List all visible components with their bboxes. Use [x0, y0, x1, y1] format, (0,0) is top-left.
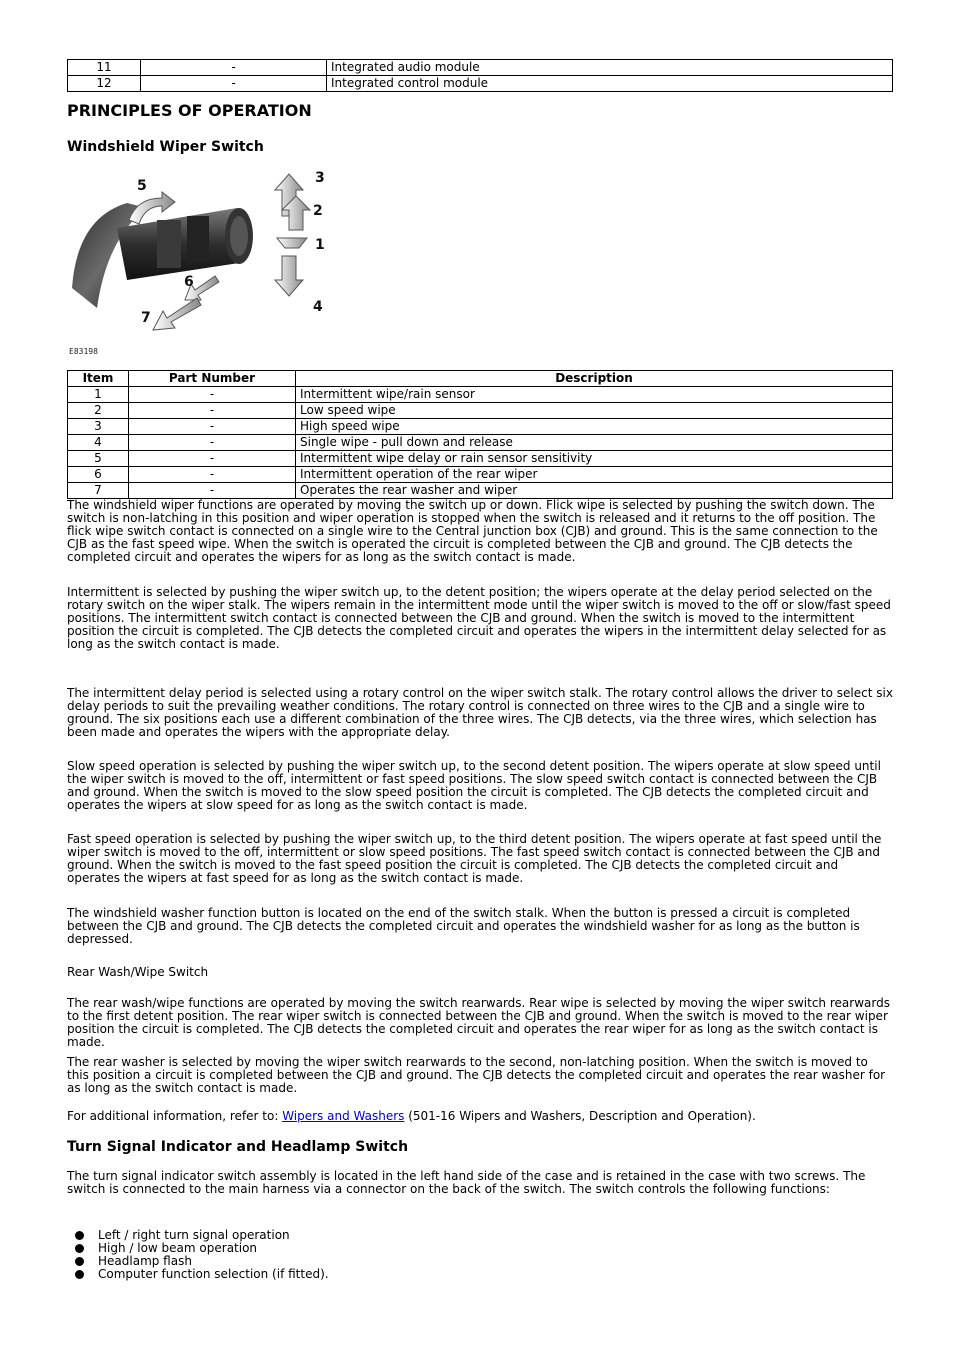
- part-number-cell: -: [129, 483, 296, 499]
- table-row: [68, 435, 893, 451]
- wipers-and-washers-link[interactable]: Wipers and Washers: [282, 1109, 405, 1123]
- table-row: [68, 451, 893, 467]
- paragraph-flick-wipe: The windshield wiper functions are operated by moving the switch up or down. Flick wipe is selected by pushing the switch down. The switch is non-latching in this position and wiper operation is stopped when the switch is released and it returns to the off position. The flick wipe switch contact is connected on a single wire to the Central junction box (CJB) and ground. This is the same connection to the CJB as the fast speed wipe. When the switch is operated the circuit is completed between the CJB and ground. The CJB detects the completed circuit and operates the wipers for as long as the switch contact is made.: [67, 498, 878, 564]
- paragraph-turn-signal: The turn signal indicator switch assembly is located in the left hand side of the case and is retained in the case with two screws. The switch is connected to the main harness via a connector on the back of the switch. The switch controls the following functions:: [67, 1169, 866, 1196]
- list-item-text: High / low beam operation: [98, 1241, 258, 1255]
- callout-5: 5: [137, 178, 147, 194]
- rear-wash-wipe-subheading: Rear Wash/Wipe Switch: [67, 965, 209, 979]
- callout-1: 1: [315, 237, 325, 253]
- item-cell: 11: [68, 60, 141, 76]
- table-header-row: [68, 371, 893, 387]
- callout-4: 4: [313, 299, 323, 315]
- table-row: [68, 419, 893, 435]
- paragraph-windshield-washer: The windshield washer function button is located on the end of the switch stalk. When the button is pressed a circuit is completed between the CJB and ground. The CJB detects the completed circuit and operates the windshield washer for as long as the button is depressed.: [67, 906, 860, 946]
- list-item-text: Headlamp flash: [98, 1254, 192, 1268]
- part-number-cell: -: [129, 451, 296, 467]
- description-header: Description: [296, 371, 893, 387]
- part-number-header: Part Number: [129, 371, 296, 387]
- item-cell: 6: [68, 467, 129, 483]
- item-cell: 2: [68, 403, 129, 419]
- description-cell: Operates the rear washer and wiper: [296, 483, 893, 499]
- part-number-cell: -: [129, 419, 296, 435]
- description-cell: High speed wipe: [296, 419, 893, 435]
- bullet-icon: [75, 1244, 84, 1253]
- item-cell: 5: [68, 451, 129, 467]
- description-cell: Integrated audio module: [327, 60, 893, 76]
- part-number-cell: -: [129, 403, 296, 419]
- description-cell: Single wipe - pull down and release: [296, 435, 893, 451]
- item-cell: 7: [68, 483, 129, 499]
- description-cell: Intermittent wipe delay or rain sensor sensitivity: [296, 451, 893, 467]
- table-row: [68, 467, 893, 483]
- item-cell: 4: [68, 435, 129, 451]
- bullet-icon: [75, 1257, 84, 1266]
- paragraph-intermittent: Intermittent is selected by pushing the wiper switch up, to the detent position; the wipers operate at the delay period selected on the rotary switch on the wiper stalk. The wipers remain in the intermittent mode until the wiper switch is moved to the off or slow/fast speed positions. The intermittent switch contact is connected between the CJB and ground. When the switch is moved to the intermittent position the circuit is completed. The CJB detects the completed circuit and operates the wipers in the intermittent delay selected for as long as the switch contact is made.: [67, 585, 891, 651]
- paragraph-rear-wipe: The rear wash/wipe functions are operated by moving the switch rearwards. Rear wipe is selected by moving the wiper switch rearwards to the first detent position. The rear wiper switch is connected between the CJB and ground. When the switch is moved to the rear wiper position the circuit is completed. The CJB detects the completed circuit and operates the rear wiper for as long as the switch contact is made.: [67, 996, 890, 1049]
- callout-2: 2: [313, 203, 323, 219]
- paragraph-delay-period: The intermittent delay period is selected using a rotary control on the wiper switch stalk. The rotary control allows the driver to select six delay periods to suit the prevailing weather conditions. The rotary control is connected on three wires to the CJB and a single wire to ground. The six positions each use a different combination of the three wires. The CJB detects, via the three wires, which selection has been made and operates the wipers with the appropriate delay.: [67, 686, 893, 739]
- item-header: Item: [68, 371, 129, 387]
- description-cell: Integrated control module: [327, 76, 893, 92]
- callout-3: 3: [315, 170, 325, 186]
- part-number-cell: -: [141, 60, 327, 76]
- paragraph-slow-speed: Slow speed operation is selected by pushing the wiper switch up, to the second detent position. The wipers operate at slow speed until the wiper switch is moved to the off, intermittent or fast speed positions. The slow speed switch contact is connected between the CJB and ground. When the switch is moved to the slow speed position the circuit is completed. The CJB detects the completed circuit and operates the wipers at slow speed for as long as the switch contact is made.: [67, 759, 881, 812]
- description-cell: Intermittent wipe/rain sensor: [296, 387, 893, 403]
- table-row: [68, 76, 893, 92]
- paragraph-rear-washer: The rear washer is selected by moving the wiper switch rearwards to the second, non-latching position. When the switch is moved to this position a circuit is completed between the CJB and ground. The CJB detects the completed circuit and operates the rear washer for as long as the switch contact is made.: [67, 1055, 886, 1095]
- wiper-switch-table: [67, 370, 893, 499]
- callout-6: 6: [184, 274, 194, 290]
- reference-suffix: (501-16 Wipers and Washers, Description and Operation).: [404, 1109, 756, 1123]
- item-cell: 12: [68, 76, 141, 92]
- table-row: [68, 387, 893, 403]
- reference-line: [67, 1110, 893, 1123]
- section-title: PRINCIPLES OF OPERATION: [67, 101, 312, 120]
- table-row: [68, 60, 893, 76]
- item-cell: 1: [68, 387, 129, 403]
- part-number-cell: -: [129, 467, 296, 483]
- list-item-text: Computer function selection (if fitted).: [98, 1267, 329, 1281]
- table-row: [68, 403, 893, 419]
- paragraph-fast-speed: Fast speed operation is selected by pushing the wiper switch up, to the third detent position. The wipers operate at fast speed until the wiper switch is moved to the off, intermittent or slow speed positions. The fast speed switch contact is connected between the CJB and ground. When the switch is moved to the fast speed position the circuit is completed. The CJB detects the completed circuit and operates the wipers at fast speed for as long as the switch contact is made.: [67, 832, 882, 885]
- part-number-cell: -: [141, 76, 327, 92]
- part-number-cell: -: [129, 387, 296, 403]
- list-item-text: Left / right turn signal operation: [98, 1228, 290, 1242]
- figure-code: E83198: [69, 347, 98, 356]
- reference-prefix: For additional information, refer to:: [67, 1109, 283, 1123]
- description-cell: Intermittent operation of the rear wiper: [296, 467, 893, 483]
- wiper-switch-heading: Windshield Wiper Switch: [67, 139, 264, 155]
- table-row: [68, 483, 893, 499]
- wiper-switch-illustration: [67, 168, 337, 358]
- part-number-cell: -: [129, 435, 296, 451]
- list-item: [67, 1268, 329, 1281]
- function-list: [67, 1229, 329, 1281]
- turn-signal-heading: Turn Signal Indicator and Headlamp Switch: [67, 1139, 409, 1155]
- description-cell: Low speed wipe: [296, 403, 893, 419]
- wiper-switch-drawing: [67, 168, 337, 358]
- item-cell: 3: [68, 419, 129, 435]
- bullet-icon: [75, 1270, 84, 1279]
- top-parts-table: [67, 59, 893, 92]
- bullet-icon: [75, 1231, 84, 1240]
- callout-7: 7: [141, 310, 151, 326]
